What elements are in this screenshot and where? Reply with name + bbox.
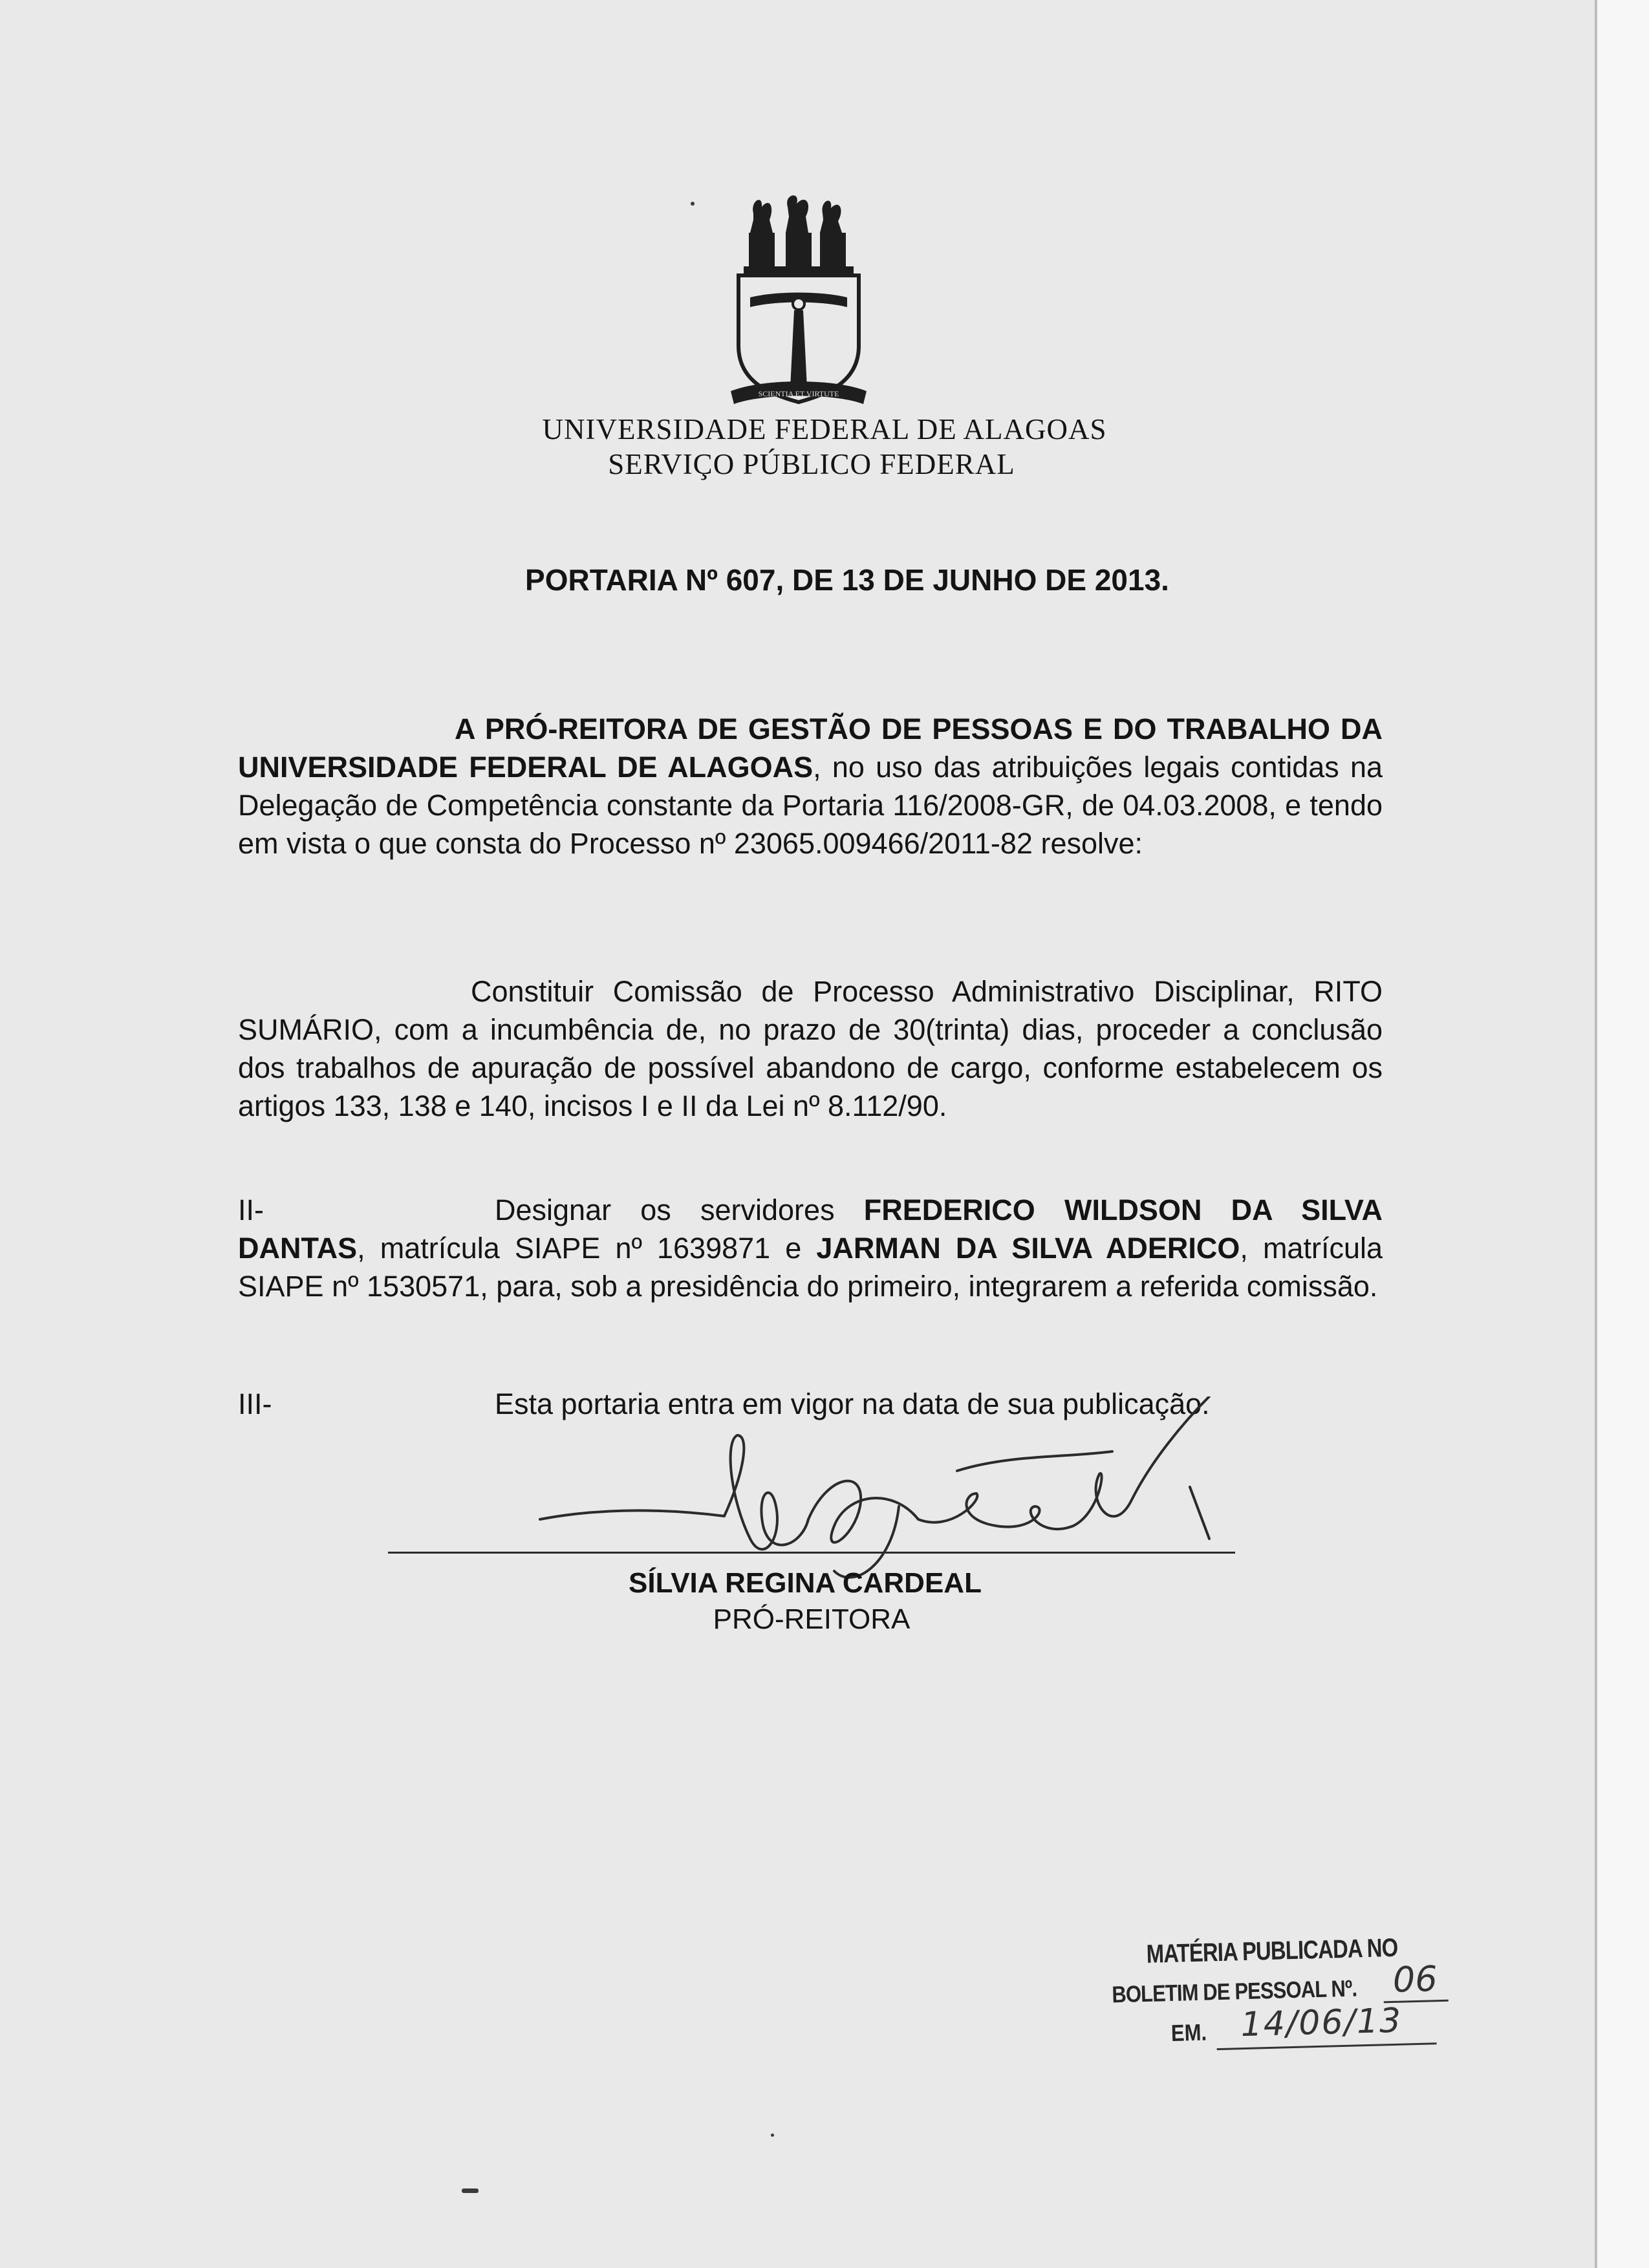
preamble-authority: A PRÓ-REITORA DE GESTÃO DE PESSOAS E DO TRABALHO DA UNIVERSIDADE FEDERAL DE ALAGOAS [238, 712, 1383, 784]
article-2-text-b: , matrícula SIAPE nº 1639871 e [357, 1232, 817, 1265]
page-edge [1595, 0, 1597, 2268]
article-1 [238, 972, 1383, 1125]
stamp-date: 14/06/13 [1240, 2001, 1403, 2045]
service-name: SERVIÇO PÚBLICO FEDERAL [608, 448, 1015, 480]
publication-stamp [1110, 1932, 1476, 2084]
article-2 [238, 1191, 1383, 1305]
stamp-boletim-number: 06 [1392, 1958, 1438, 2000]
signer-name: SÍLVIA REGINA CARDEAL [629, 1567, 982, 1599]
stamp-line-1: MATÉRIA PUBLICADA NO [1146, 1933, 1398, 1969]
document-title: PORTARIA Nº 607, DE 13 DE JUNHO DE 2013. [525, 563, 1169, 597]
scan-speck [462, 2188, 479, 2193]
article-2-name-b: JARMAN DA SILVA ADERICO [816, 1232, 1240, 1265]
article-2-text-c: , matrícula SIAPE nº 1530571, para, sob a presidência do primeiro, integrarem a referida comissão. [238, 1232, 1383, 1303]
signer-role: PRÓ-REITORA [713, 1603, 911, 1635]
article-2-text-a: Designar os servidores [495, 1193, 864, 1226]
article-2-number: II- [238, 1193, 264, 1226]
scan-margin [1597, 0, 1649, 2268]
article-1-text: Constituir Comissão de Processo Administrativo Disciplinar, RITO SUMÁRIO, com a incumbência de, no prazo de 30(trinta) dias, proceder a conclusão dos trabalhos de apuração de possível abandono de cargo, conforme estabelecem os artigos 133, 138 e 140, incisos I e II da Lei nº 8.112/90. [238, 975, 1383, 1122]
crest-motto: SCIENTIA ET VIRTUTE [758, 389, 839, 398]
institution-name: UNIVERSIDADE FEDERAL DE ALAGOAS [542, 413, 1107, 445]
university-crest-icon [724, 194, 873, 407]
stamp-line-2: BOLETIM DE PESSOAL Nº. [1111, 1974, 1357, 2008]
stamp-line-3: EM. [1170, 2018, 1207, 2046]
preamble [238, 710, 1383, 862]
preamble-text: , no uso das atribuições legais contidas na Delegação de Competência constante da Portaria 116/2008-GR, de 04.03.2008, e tendo em vista o que consta do Processo nº 23065.009466/2011-82 resolve: [238, 751, 1383, 860]
scan-speck [771, 2134, 774, 2137]
article-2-name-a: FREDERICO WILDSON DA SILVA DANTAS [238, 1193, 1383, 1265]
scan-speck [691, 202, 695, 206]
article-3-number: III- [238, 1387, 272, 1420]
article-3-text: Esta portaria entra em vigor na data de sua publicação. [495, 1387, 1210, 1420]
